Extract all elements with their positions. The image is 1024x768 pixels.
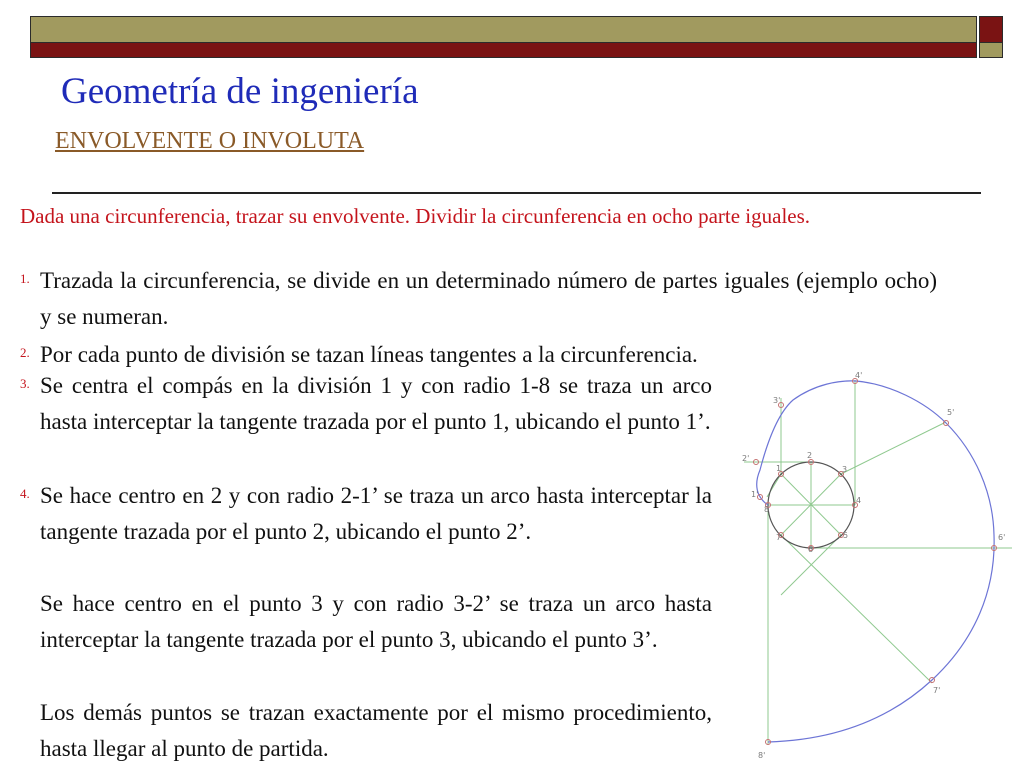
paragraph-point-3: Se hace centro en el punto 3 y con radio 3-2’ se traza un arco hasta interceptar la tangente trazada por el punto 3, ubicando el punto 3’.: [40, 591, 712, 652]
intro-text: Dada una circunferencia, trazar su envolvente. Dividir la circunferencia en ocho parte iguales.: [20, 204, 811, 228]
header-bar: [30, 16, 977, 43]
label-point-5-prime: 5': [947, 408, 955, 417]
step-1-text: Trazada la circunferencia, se divide en un determinado número de partes iguales (ejemplo ocho) y se numeran.: [40, 268, 937, 329]
step-2-number: 2.: [20, 345, 30, 360]
point-markers: [754, 379, 997, 745]
step-1-number: 1.: [20, 271, 30, 286]
header-corner-bottom: [979, 43, 1003, 58]
involute-curve: [757, 381, 994, 742]
tangent-7: [781, 535, 932, 683]
step-2-text: Por cada punto de división se tazan líneas tangentes a la circunferencia.: [40, 342, 698, 367]
label-point-1: 1: [776, 464, 782, 473]
step-3-number: 3.: [20, 376, 30, 391]
label-point-6: 6: [808, 545, 814, 554]
step-4: [20, 478, 712, 549]
label-point-5: 5: [843, 531, 849, 540]
label-point-7: 7: [776, 533, 782, 542]
header-strip: [30, 43, 977, 58]
label-point-6-prime: 6': [998, 533, 1006, 542]
construction-lines: [744, 380, 1012, 745]
label-point-2: 2: [807, 451, 813, 460]
label-point-4-prime: 4': [855, 371, 863, 380]
step-4-text: Se hace centro en 2 y con radio 2-1’ se traza un arco hasta interceptar la tangente trazada por el punto 2, ubicando el punto 2’.: [40, 483, 712, 544]
slide-subtitle: ENVOLVENTE O INVOLUTA: [55, 128, 365, 154]
slide-title: Geometría de ingeniería: [61, 71, 419, 112]
label-point-8-prime: 8': [758, 751, 766, 760]
label-point-3-prime: 3': [773, 396, 781, 405]
label-point-8: 8: [764, 505, 770, 514]
paragraph-remaining-points: Los demás puntos se trazan exactamente por el mismo procedimiento, hasta llegar al punto de partida.: [40, 700, 712, 761]
step-3-text: Se centra el compás en la división 1 y con radio 1-8 se traza un arco hasta interceptar la tangente trazada por el punto 1, ubicando el punto 1’.: [40, 373, 712, 434]
step-1: [20, 263, 937, 334]
label-point-2-prime: 2': [742, 454, 750, 463]
label-point-3: 3: [842, 465, 848, 474]
label-point-4: 4: [856, 496, 862, 505]
title-divider: [52, 192, 981, 194]
label-point-7-prime: 7': [933, 686, 941, 695]
step-3: [20, 368, 712, 439]
header-corner-top: [979, 16, 1003, 43]
step-4-number: 4.: [20, 486, 30, 501]
label-point-1-prime: 1': [751, 490, 759, 499]
tangent-3: [841, 422, 946, 474]
involute-diagram: [730, 366, 1024, 768]
